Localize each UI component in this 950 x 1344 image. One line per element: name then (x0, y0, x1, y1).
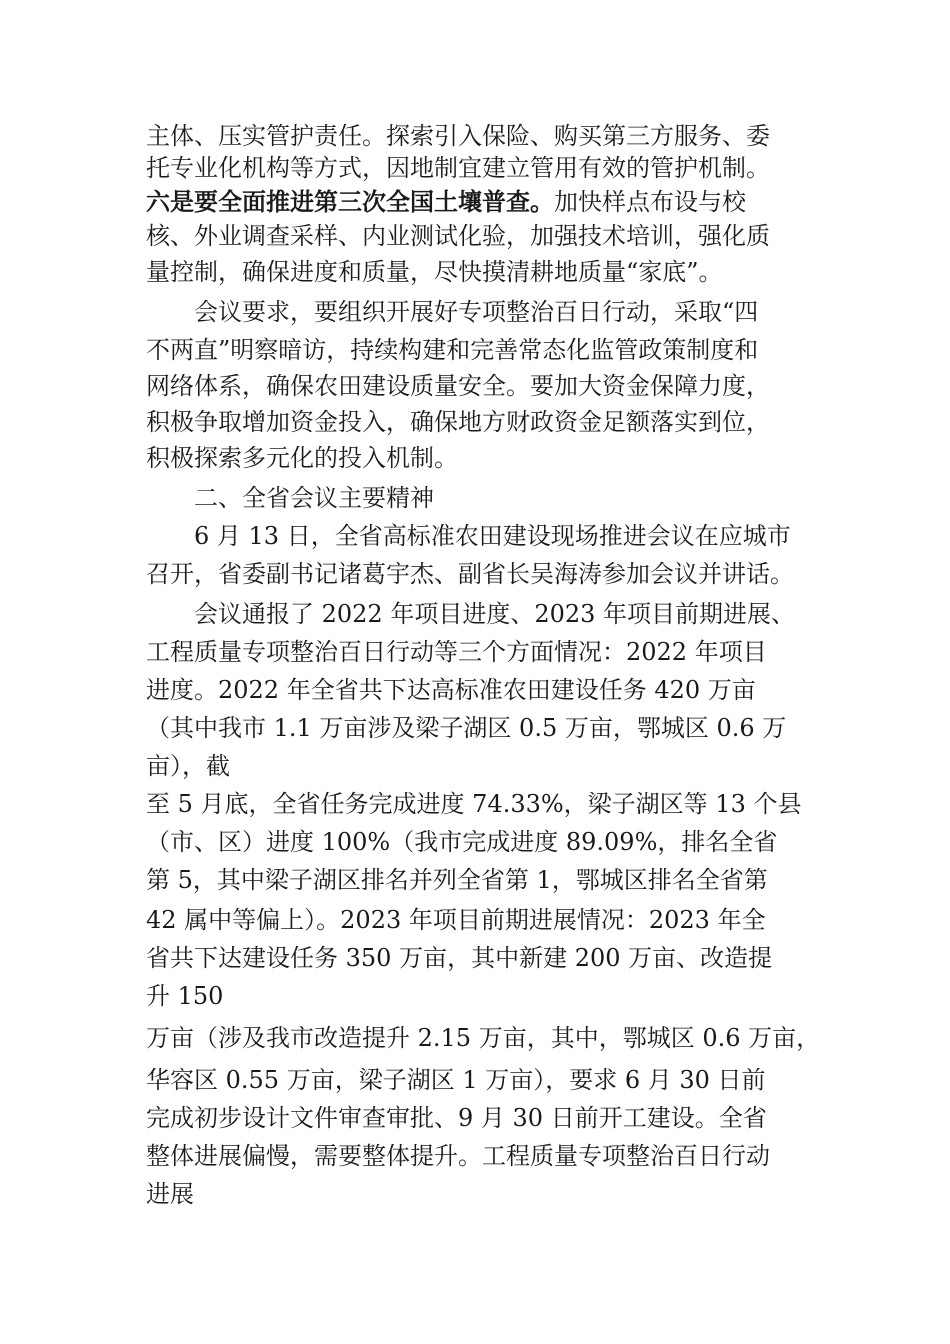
paragraph-line: 不两直”明察暗访，持续构建和完善常态化监管政策制度和 (146, 336, 759, 364)
paragraph-line: 亩），截 (146, 752, 230, 780)
paragraph-line: 进度。2022 年全省共下达高标准农田建设任务 420 万亩 (146, 676, 756, 704)
paragraph-line: 省共下达建设任务 350 万亩，其中新建 200 万亩、改造提 (146, 944, 773, 972)
paragraph-line: 万亩（涉及我市改造提升 2.15 万亩，其中，鄂城区 0.6 万亩， (146, 1024, 821, 1052)
paragraph-line: 核、外业调查采样、内业测试化验，加强技术培训，强化质 (146, 222, 770, 250)
paragraph-line: 升 150 (146, 982, 224, 1010)
paragraph-first-line: 6 月 13 日，全省高标准农田建设现场推进会议在应城市 (194, 522, 791, 550)
paragraph-line: 网络体系，确保农田建设质量安全。要加大资金保障力度， (146, 372, 770, 400)
paragraph-line: 第 5，其中梁子湖区排名并列全省第 1，鄂城区排名全省第 (146, 866, 768, 894)
paragraph-line: 召开，省委副书记诸葛宇杰、副省长吴海涛参加会议并讲话。 (146, 560, 794, 588)
paragraph-line: 主体、压实管护责任。探索引入保险、购买第三方服务、委 (146, 122, 770, 150)
bold-lead-text: 六是要全面推进第三次全国土壤普查。 (146, 188, 554, 216)
paragraph-line: 整体进展偏慢，需要整体提升。工程质量专项整治百日行动 (146, 1142, 770, 1170)
paragraph-line: （市、区）进度 100%（我市完成进度 89.09%，排名全省 (146, 828, 778, 856)
paragraph-continuation: 加快样点布设与校 (554, 188, 746, 216)
paragraph-line: 积极争取增加资金投入，确保地方财政资金足额落实到位， (146, 408, 770, 436)
paragraph-line: 量控制，确保进度和质量，尽快摸清耕地质量“家底”。 (146, 258, 723, 286)
paragraph-first-line: 会议通报了 2022 年项目进度、2023 年项目前期进展、 (194, 600, 796, 628)
paragraph-line: 完成初步设计文件审查审批、9 月 30 日前开工建设。全省 (146, 1104, 767, 1132)
paragraph-line: 工程质量专项整治百日行动等三个方面情况：2022 年项目 (146, 638, 767, 666)
paragraph-line: 至 5 月底，全省任务完成进度 74.33%，梁子湖区等 13 个县 (146, 790, 802, 818)
section-heading: 二、全省会议主要精神 (194, 484, 434, 512)
paragraph-line: 42 属中等偏上）。2023 年项目前期进展情况：2023 年全 (146, 906, 766, 934)
paragraph-line: （其中我市 1.1 万亩涉及梁子湖区 0.5 万亩，鄂城区 0.6 万 (146, 714, 787, 742)
paragraph-line: 积极探索多元化的投入机制。 (146, 444, 458, 472)
paragraph-line: 进展 (146, 1180, 194, 1208)
paragraph-line-with-bold-lead (146, 186, 746, 220)
paragraph-first-line: 会议要求，要组织开展好专项整治百日行动，采取“四 (194, 298, 759, 326)
paragraph-line: 华容区 0.55 万亩，梁子湖区 1 万亩），要求 6 月 30 日前 (146, 1066, 766, 1094)
paragraph-line: 托专业化机构等方式，因地制宜建立管用有效的管护机制。 (146, 154, 770, 182)
